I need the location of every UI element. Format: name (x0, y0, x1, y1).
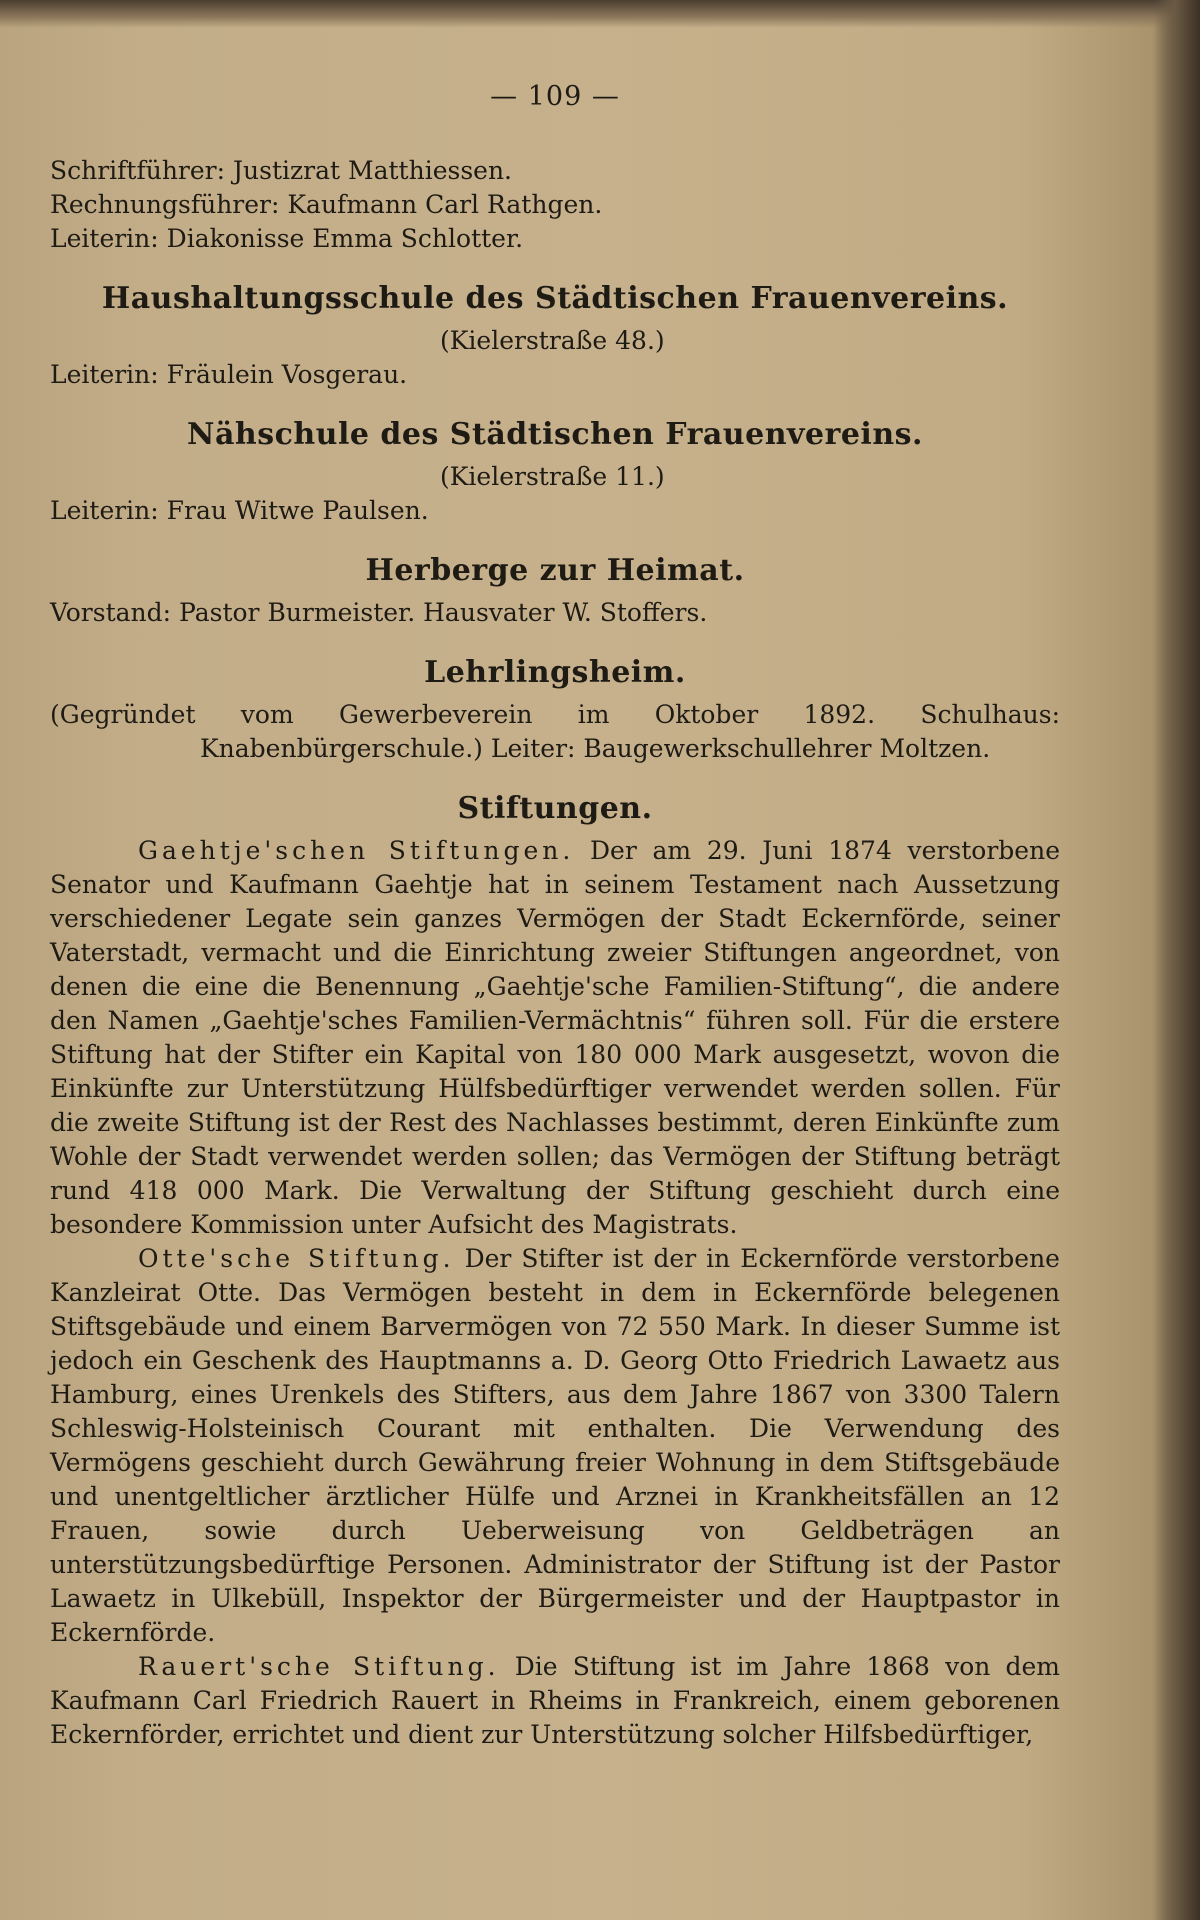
page-text (50, 80, 1060, 1752)
text-paragraph (50, 1242, 1060, 1650)
paragraph-body: Der am 29. Juni 1874 verstorbene Senator und Kaufmann Gaehtje hat in seinem Testament nach Aussetzung verschiedener Legate sein ganzes Vermögen der Stadt Eckernförde, seiner Vaterstadt, vermacht und die Einrichtung zweier Stiftungen angeordnet, von denen die eine die Benennung „Gaehtje'sche Familien-Stiftung“, die andere den Namen „Gaehtje'sches Familien-Vermächtnis“ führen soll. Für die erstere Stiftung hat der Stifter ein Kapital von 180 000 Mark ausgesetzt, wovon die Einkünfte zur Unterstützung Hülfsbedürftiger verwendet werden sollen. Für die zweite Stiftung ist der Rest des Nachlasses bestimmt, deren Einkünfte zum Wohle der Stadt verwendet werden sollen; das Vermögen der Stiftung beträgt rund 418 000 Mark. Die Verwaltung der Stiftung geschieht durch eine besondere Kommission unter Aufsicht des Magistrats. (50, 836, 1060, 1239)
address-line: (Kielerstraße 11.) (440, 462, 665, 491)
text-line: Vorstand: Pastor Burmeister. Hausvater W. Stoffers. (50, 598, 708, 627)
text-paragraph (50, 834, 1060, 1242)
section-heading: Haushaltungsschule des Städtischen Frauenvereins. (101, 281, 1009, 316)
section-heading: Nähschule des Städtischen Frauenvereins. (187, 417, 923, 452)
address-line: (Kielerstraße 48.) (440, 326, 665, 355)
section-heading: Herberge zur Heimat. (365, 553, 745, 588)
text-line: Leiterin: Diakonisse Emma Schlotter. (50, 224, 524, 253)
section-heading: Stiftungen. (457, 791, 653, 826)
page-number: — 109 — (490, 81, 620, 112)
paragraph-body: Der Stifter ist der in Eckernförde verstorbene Kanzleirat Otte. Das Vermögen besteht in dem in Eckernförde belegenen Stiftsgebäude und einem Barvermögen von 72 550 Mark. In dieser Summe ist jedoch ein Geschenk des Hauptmanns a. D. Georg Otto Friedrich Lawaetz aus Hamburg, eines Urenkels des Stifters, aus dem Jahre 1867 von 3300 Talern Schleswig-Holsteinisch Courant mit enthalten. Die Verwendung des Vermögens geschieht durch Gewährung freier Wohnung in dem Stiftsgebäude und unentgeltlicher ärztlicher Hülfe und Arznei in Krankheitsfällen an 12 Frauen, sowie durch Ueberweisung von Geldbeträgen an unterstützungsbedürftige Personen. Administrator der Stiftung ist der Pastor Lawaetz in Ulkebüll, Inspektor der Bürgermeister und der Hauptpastor in Eckernförde. (50, 1244, 1060, 1647)
paragraph-title: Rauert'sche Stiftung. (138, 1652, 500, 1681)
text-line: Schriftführer: Justizrat Matthiessen. (50, 156, 512, 185)
text-line: Leiterin: Fräulein Vosgerau. (50, 360, 408, 389)
text-paragraph: (Gegründet vom Gewerbeverein im Oktober 1892. Schulhaus: Knabenbürgerschule.) Leiter: Baugewerkschullehrer Moltzen. (50, 700, 1060, 763)
paragraph-title: Otte'sche Stiftung. (138, 1244, 455, 1273)
text-line: Leiterin: Frau Witwe Paulsen. (50, 496, 429, 525)
section-heading: Lehrlingsheim. (424, 655, 686, 690)
text-line: Rechnungsführer: Kaufmann Carl Rathgen. (50, 190, 603, 219)
paragraph-title: Gaehtje'schen Stiftungen. (138, 836, 575, 865)
text-paragraph (50, 1650, 1060, 1752)
paragraph-body: Die Stiftung ist im Jahre 1868 von dem Kaufmann Carl Friedrich Rauert in Rheims in Frankreich, einem geborenen Eckernförder, errichtet und dient zur Unterstützung solcher Hilfsbedürftiger, (50, 1652, 1060, 1749)
